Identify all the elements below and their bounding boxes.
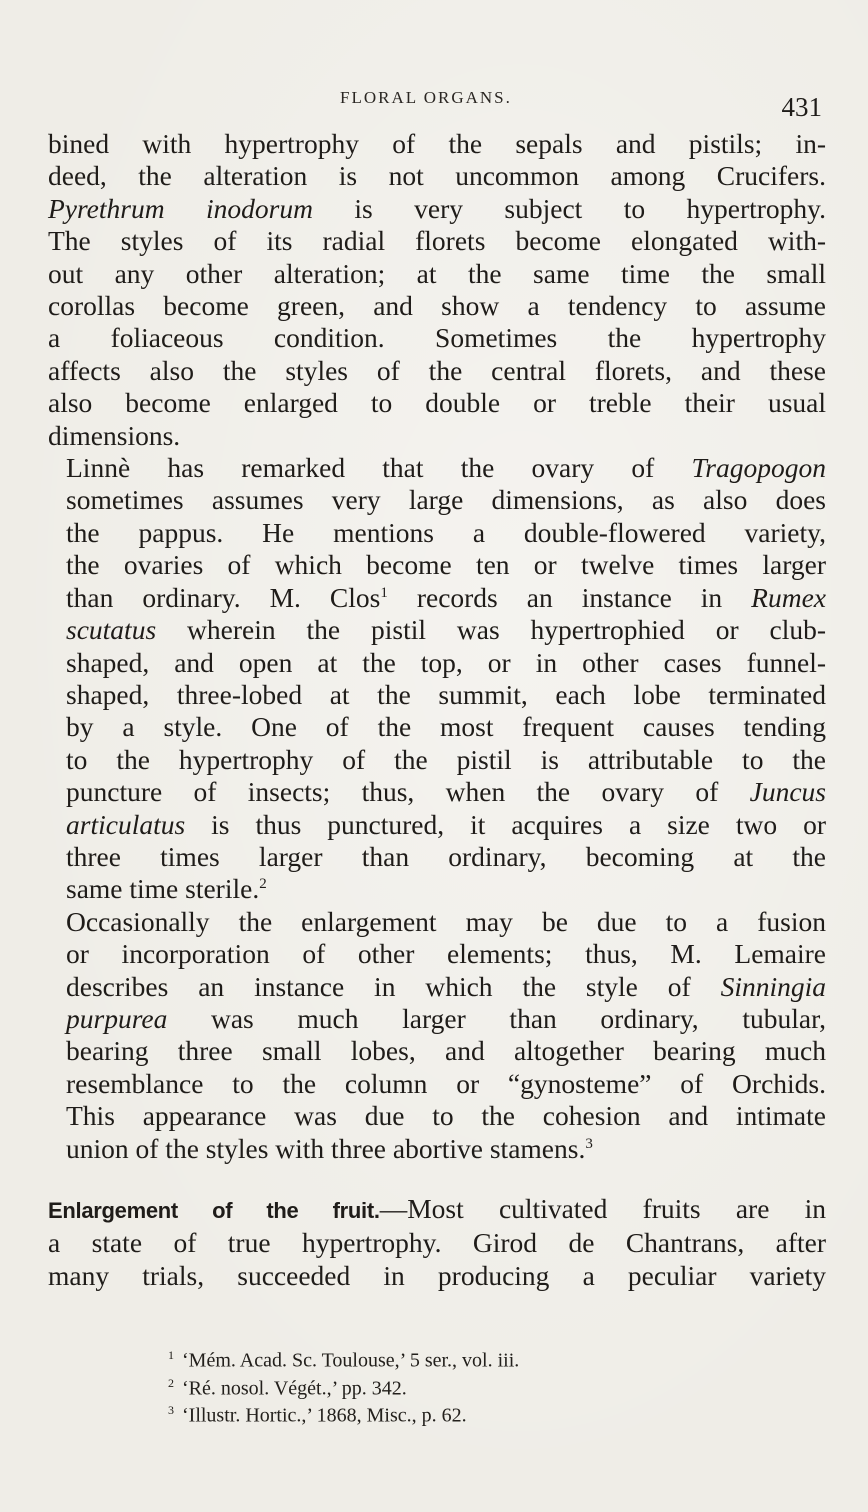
text-run: —Most cultivated fruits are in	[379, 1193, 826, 1224]
paragraph	[48, 128, 826, 452]
footnote-marker: 2	[259, 876, 267, 893]
text-line	[48, 484, 826, 516]
italic-term: articulatus	[66, 808, 186, 840]
text-line	[48, 1260, 826, 1292]
italic-term: Pyrethrum inodorum	[48, 192, 313, 224]
text-run: was much larger than ordinary, tubular,	[167, 1002, 826, 1034]
text-run: describes an instance in which the style of	[66, 970, 721, 1002]
text-run: many trials, succeeded in producing a peculiar variety	[48, 1259, 826, 1291]
text-run: This appearance was due to the cohesion and intimate	[66, 1100, 826, 1132]
text-line	[48, 517, 826, 549]
text-line	[48, 744, 826, 776]
footnote	[168, 1344, 519, 1372]
text-line	[48, 971, 826, 1003]
text-line	[48, 160, 826, 192]
text-line	[48, 193, 826, 225]
text-line	[48, 647, 826, 679]
text-line	[48, 614, 826, 646]
text-line	[48, 225, 826, 257]
text-run: bined with hypertrophy of the sepals and pistils; in-	[48, 128, 826, 159]
text-line	[48, 387, 826, 419]
text-run: wherein the pistil was hypertrophied or club-	[156, 614, 826, 646]
section-paragraph	[48, 1193, 826, 1292]
page-number: 431	[781, 92, 822, 122]
footnote-number: 2	[168, 1375, 174, 1390]
text-run: puncture of insects; thus, when the ovary of	[66, 776, 750, 808]
text-line	[48, 841, 826, 873]
text-line	[48, 906, 826, 938]
text-line	[48, 549, 826, 581]
text-line	[48, 420, 826, 452]
text-line	[48, 128, 826, 160]
italic-term: Tragopogon	[691, 452, 826, 484]
footnote-text: ‘Mém. Acad. Sc. Toulouse,’ 5 ser., vol. iii.	[182, 1349, 520, 1372]
text-run: shaped, and open at the top, or in other cases funnel-	[66, 646, 826, 678]
text-run: or incorporation of other elements; thus, M. Lemaire	[66, 938, 826, 970]
text-line	[48, 1227, 826, 1259]
text-run: shaped, three-lobed at the summit, each lobe terminated	[66, 678, 826, 710]
text-run: The styles of its radial florets become elongated with-	[48, 225, 826, 257]
body-text	[48, 128, 826, 1292]
footnote	[168, 1372, 519, 1400]
text-run: a state of true hypertrophy. Girod de Chantrans, after	[48, 1227, 826, 1259]
text-line	[48, 322, 826, 354]
text-run: resemblance to the column or “gynosteme” of Orchids.	[66, 1067, 826, 1099]
text-run: dimensions.	[48, 419, 181, 451]
text-line	[48, 1193, 826, 1227]
text-line	[48, 809, 826, 841]
text-run: Linnè has remarked that the ovary of	[66, 452, 692, 484]
text-run: by a style. One of the most frequent causes tending	[66, 711, 826, 743]
footnote-number: 1	[168, 1348, 174, 1362]
text-line	[48, 355, 826, 387]
text-line	[48, 258, 826, 290]
text-run: deed, the alteration is not uncommon among Crucifers.	[48, 160, 826, 192]
text-line	[48, 1100, 826, 1132]
text-run: out any other alteration; at the same time the small	[48, 257, 826, 289]
section-heading: Enlargement of the fruit.	[48, 1198, 380, 1223]
text-line	[48, 1003, 826, 1035]
footnote-marker: 1	[380, 584, 388, 601]
text-line	[48, 452, 826, 484]
text-run: three times larger than ordinary, becoming at the	[66, 840, 826, 872]
text-line	[48, 938, 826, 970]
text-run: bearing three small lobes, and altogether bearing much	[66, 1035, 826, 1067]
italic-term: purpurea	[66, 1002, 168, 1034]
text-line	[48, 711, 826, 743]
text-run: also become enlarged to double or treble their usual	[48, 387, 826, 419]
footnotes	[168, 1344, 519, 1427]
text-line	[48, 776, 826, 808]
text-run: the pappus. He mentions a double-flowered variety,	[66, 516, 826, 548]
text-run: than ordinary. M. Clos	[66, 581, 381, 613]
text-run: is thus punctured, it acquires a size two or	[185, 808, 826, 840]
text-run: union of the styles with three abortive stamens.	[66, 1132, 586, 1164]
text-line	[48, 1035, 826, 1067]
text-run: sometimes assumes very large dimensions, as also does	[66, 484, 826, 516]
footnote-marker: 3	[585, 1135, 593, 1152]
footnote	[168, 1399, 519, 1427]
text-line	[48, 873, 826, 905]
text-run: to the hypertrophy of the pistil is attributable to the	[66, 743, 826, 775]
text-line	[48, 1133, 826, 1165]
text-line	[48, 1068, 826, 1100]
text-run: Occasionally the enlargement may be due to a fusion	[66, 905, 826, 937]
running-title: FLORAL ORGANS.	[340, 88, 512, 107]
italic-term: Sinningia	[720, 970, 826, 1002]
text-line	[48, 290, 826, 322]
text-run: the ovaries of which become ten or twelve times larger	[66, 549, 826, 581]
text-run: same time sterile.	[66, 873, 260, 905]
text-run: a foliaceous condition. Sometimes the hypertrophy	[48, 322, 826, 354]
text-run: records an instance in	[387, 581, 752, 613]
paragraph	[48, 906, 826, 1165]
footnote-text: ‘Illustr. Hortic.,’ 1868, Misc., p. 62.	[182, 1404, 467, 1427]
italic-term: scutatus	[66, 614, 157, 646]
text-run: is very subject to hypertrophy.	[312, 192, 827, 224]
footnote-number: 3	[168, 1403, 174, 1418]
text-line	[48, 582, 826, 614]
footnote-text: ‘Ré. nosol. Végét.,’ pp. 342.	[182, 1377, 407, 1400]
italic-term: Rumex	[751, 581, 826, 613]
text-line	[48, 679, 826, 711]
italic-term: Juncus	[749, 776, 826, 808]
text-run: corollas become green, and show a tendency to assume	[48, 290, 826, 322]
text-run: affects also the styles of the central florets, and these	[48, 354, 826, 386]
paragraph	[48, 452, 826, 906]
